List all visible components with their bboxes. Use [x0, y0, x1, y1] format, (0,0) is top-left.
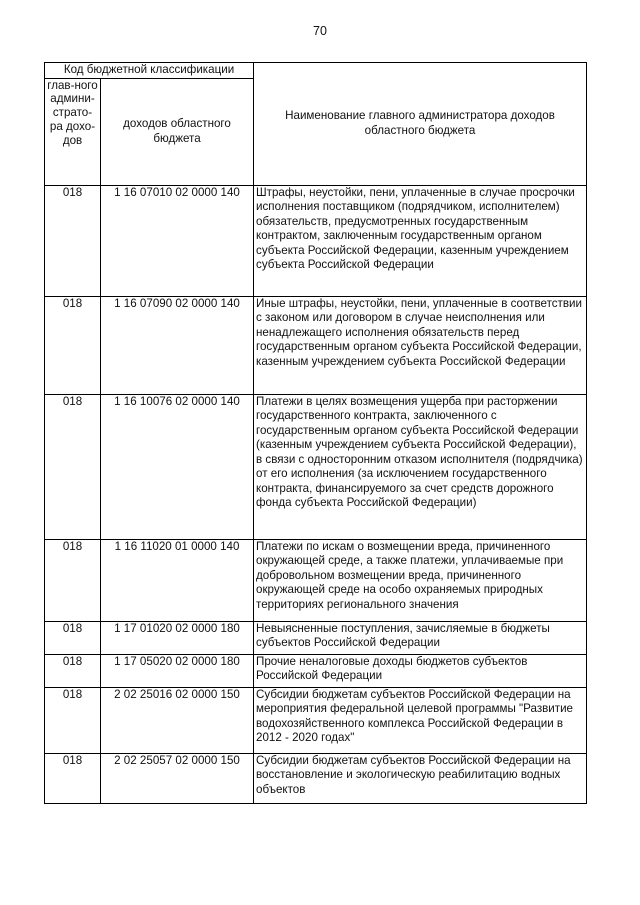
- description-cell: Платежи в целях возмещения ущерба при расторжении государственного контракта, заключенного с государственным органом субъекта Российской Федерации (казенным учреждением субъекта Российской Федерации), в связи с односторонним отказом исполнителя (подрядчика) от его исполнения (за исключением государственного контракта, финансируемого за счет средств дорожного фонда субъекта Российской Федерации): [254, 394, 587, 539]
- description-cell: Платежи по искам о возмещении вреда, причиненного окружающей среде, а также платежи, уплачиваемые при добровольном возмещении вреда, причиненного окружающей среде на особо охраняемых природных территориях регионального значения: [254, 539, 587, 621]
- admin-code-cell: 018: [45, 185, 101, 296]
- budget-classification-table: [44, 62, 587, 804]
- admin-code-cell: 018: [45, 621, 101, 654]
- table-row: [45, 539, 587, 621]
- admin-code-cell: 018: [45, 296, 101, 394]
- description-cell: Субсидии бюджетам субъектов Российской Федерации на восстановление и экологическую реабилитацию водных объектов: [254, 753, 587, 803]
- admin-code-cell: 018: [45, 394, 101, 539]
- table-row: [45, 621, 587, 654]
- income-code-cell: 1 17 05020 02 0000 180: [101, 654, 254, 687]
- classification-group-header: Код бюджетной классификации: [45, 63, 254, 79]
- description-cell: Невыясненные поступления, зачисляемые в бюджеты субъектов Российской Федерации: [254, 621, 587, 654]
- description-cell: Субсидии бюджетам субъектов Российской Федерации на мероприятия федеральной целевой программы "Развитие водохозяйственного комплекса Российской Федерации в 2012 - 2020 годах": [254, 687, 587, 753]
- table-row: [45, 185, 587, 296]
- admin-code-cell: 018: [45, 753, 101, 803]
- admin-code-cell: 018: [45, 654, 101, 687]
- admin-column-header: глав-ного админи-страто-ра дохо-дов: [45, 78, 101, 185]
- table-row: [45, 654, 587, 687]
- table-row: [45, 687, 587, 753]
- income-code-cell: 1 16 10076 02 0000 140: [101, 394, 254, 539]
- income-code-cell: 2 02 25057 02 0000 150: [101, 753, 254, 803]
- admin-code-cell: 018: [45, 687, 101, 753]
- income-code-cell: 1 16 07010 02 0000 140: [101, 185, 254, 296]
- name-column-header: Наименование главного администратора доходов областного бюджета: [254, 63, 587, 186]
- income-code-cell: 1 17 01020 02 0000 180: [101, 621, 254, 654]
- table-row: [45, 296, 587, 394]
- income-code-cell: 2 02 25016 02 0000 150: [101, 687, 254, 753]
- header-row-top: [45, 63, 587, 79]
- income-column-header: доходов областного бюджета: [101, 78, 254, 185]
- description-cell: Штрафы, неустойки, пени, уплаченные в случае просрочки исполнения поставщиком (подрядчиком, исполнителем) обязательств, предусмотренных государственным контрактом, заключенным государственным органом субъекта Российской Федерации, казенным учреждением субъекта Российской Федерации: [254, 185, 587, 296]
- admin-code-cell: 018: [45, 539, 101, 621]
- income-code-cell: 1 16 07090 02 0000 140: [101, 296, 254, 394]
- description-cell: Иные штрафы, неустойки, пени, уплаченные в соответствии с законом или договором в случае неисполнения или ненадлежащего исполнения обязательств перед государственным органом субъекта Российской Федерации, казенным учреждением субъекта Российской Федерации: [254, 296, 587, 394]
- income-code-cell: 1 16 11020 01 0000 140: [101, 539, 254, 621]
- table-row: [45, 753, 587, 803]
- description-cell: Прочие неналоговые доходы бюджетов субъектов Российской Федерации: [254, 654, 587, 687]
- page-number: 70: [313, 24, 327, 38]
- table-row: [45, 394, 587, 539]
